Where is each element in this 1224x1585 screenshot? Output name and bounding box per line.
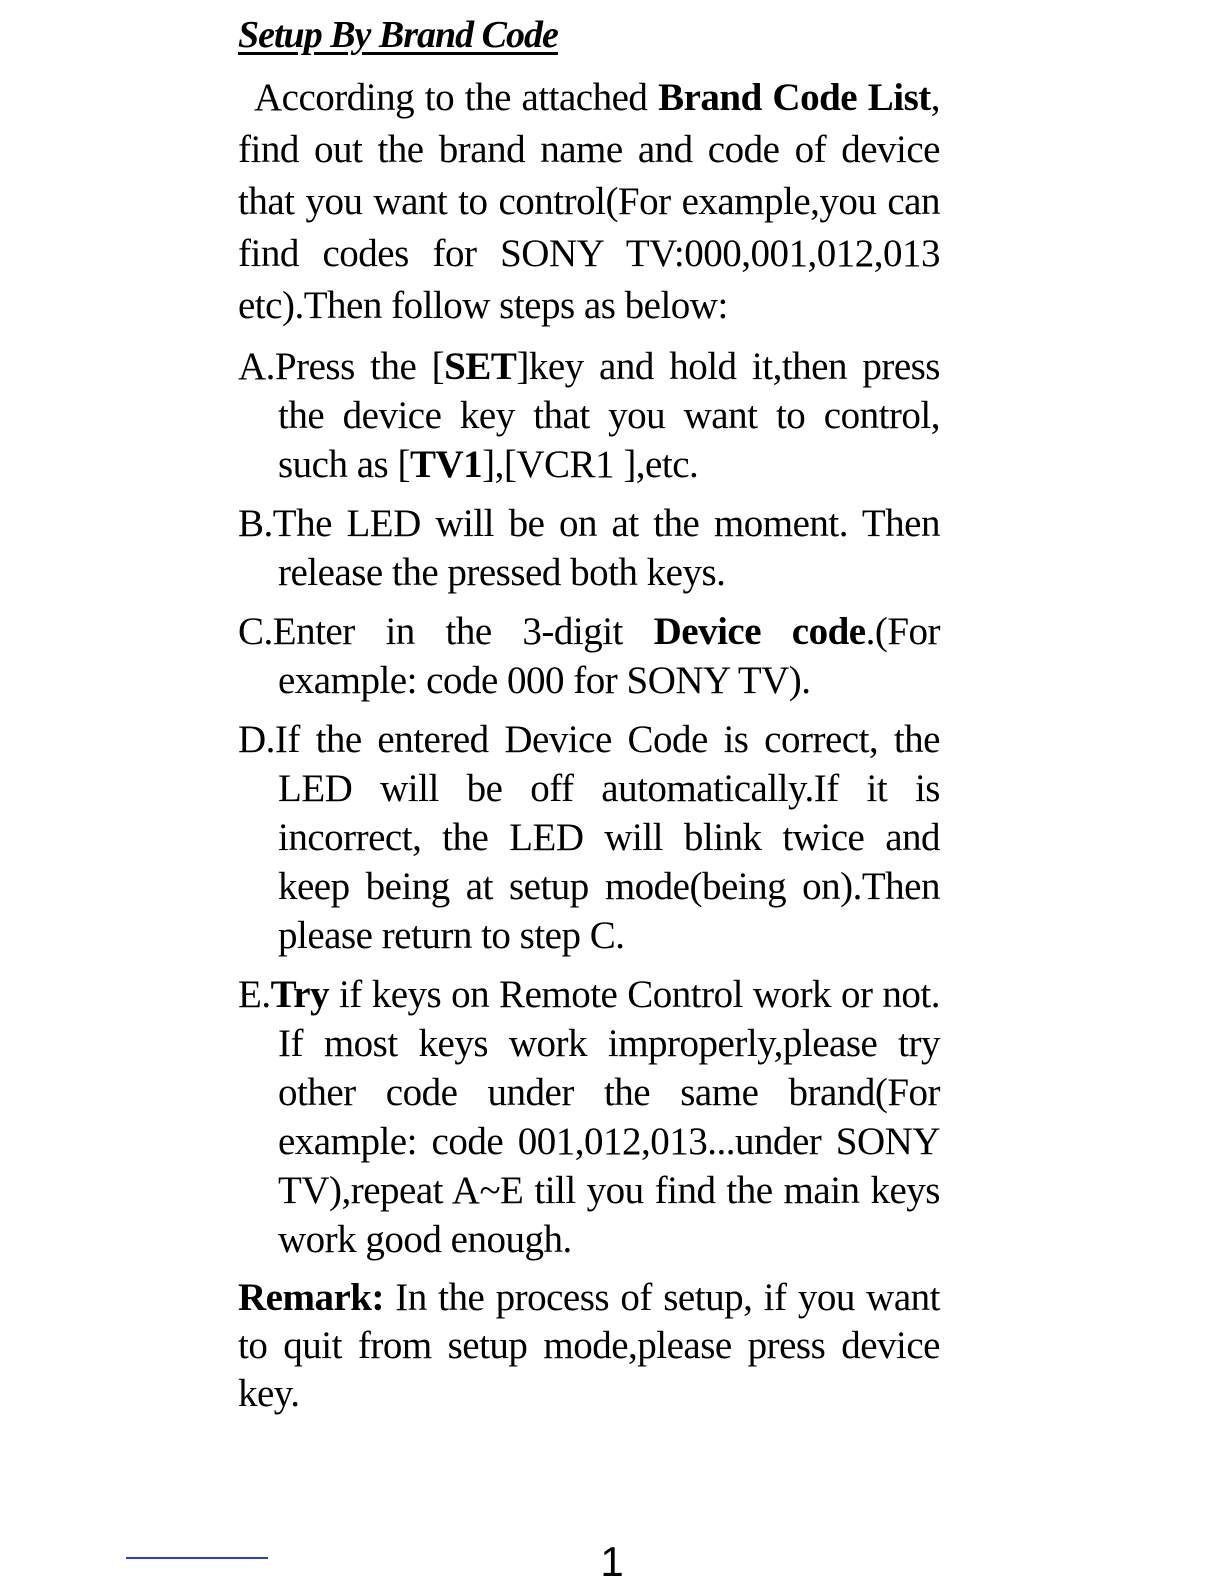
step-label: C. xyxy=(238,610,273,653)
remark-label: Remark: xyxy=(238,1276,384,1319)
intro-bold-term: Brand Code List xyxy=(658,76,931,119)
document-body xyxy=(238,10,940,1418)
step-label: A. xyxy=(238,345,275,388)
intro-suffix: , find out the brand name and code of device that you want to control(For example,you can find codes for SONY TV:000,001,012,013 etc).Then follow steps as below: xyxy=(238,76,940,327)
step-e-bold-try: Try xyxy=(270,973,330,1016)
step-b xyxy=(238,499,940,597)
section-heading: Setup By Brand Code xyxy=(238,14,558,56)
step-label: E. xyxy=(238,973,271,1016)
step-b-text: The LED will be on at the moment. Then release the pressed both keys. xyxy=(272,502,940,594)
step-c-text-1: Enter in the 3-digit xyxy=(272,610,654,653)
step-a-text-1: Press the [ xyxy=(274,345,445,388)
step-c-bold-device-code: Device code xyxy=(653,610,866,653)
step-c-text-2: .(For example: code 000 for SONY TV). xyxy=(278,610,940,702)
step-e xyxy=(238,970,940,1264)
step-a-text-2: ]key and hold it,then press the device key that you want to control, such as [ xyxy=(278,345,940,486)
remark-text: In the process of setup, if you want to quit from setup mode,please press device key. xyxy=(238,1276,940,1415)
step-c xyxy=(238,607,940,705)
intro-paragraph xyxy=(238,72,940,332)
remark-paragraph xyxy=(238,1274,940,1418)
step-label: B. xyxy=(238,502,273,545)
step-d-text: If the entered Device Code is correct, the LED will be off automatically.If it is incorrect, the LED will blink twice and keep being at setup mode(being on).Then please return to step C. xyxy=(274,718,940,957)
step-a-text-3: ],[VCR1 ],etc. xyxy=(482,443,699,486)
page-number: 1 xyxy=(600,1538,624,1585)
step-a-bold-tv1: TV1 xyxy=(409,443,483,486)
step-a-bold-set: SET xyxy=(444,345,517,388)
step-e-text: if keys on Remote Control work or not. If most keys work improperly,please try other code under the same brand(For example: code 001,012,013...under SONY TV),repeat A~E till you find the main keys work good enough. xyxy=(278,973,940,1261)
step-a xyxy=(238,342,940,489)
step-d xyxy=(238,715,940,960)
step-label: D. xyxy=(238,718,275,761)
intro-prefix: According to the attached xyxy=(254,76,659,119)
steps-list xyxy=(238,342,940,1264)
